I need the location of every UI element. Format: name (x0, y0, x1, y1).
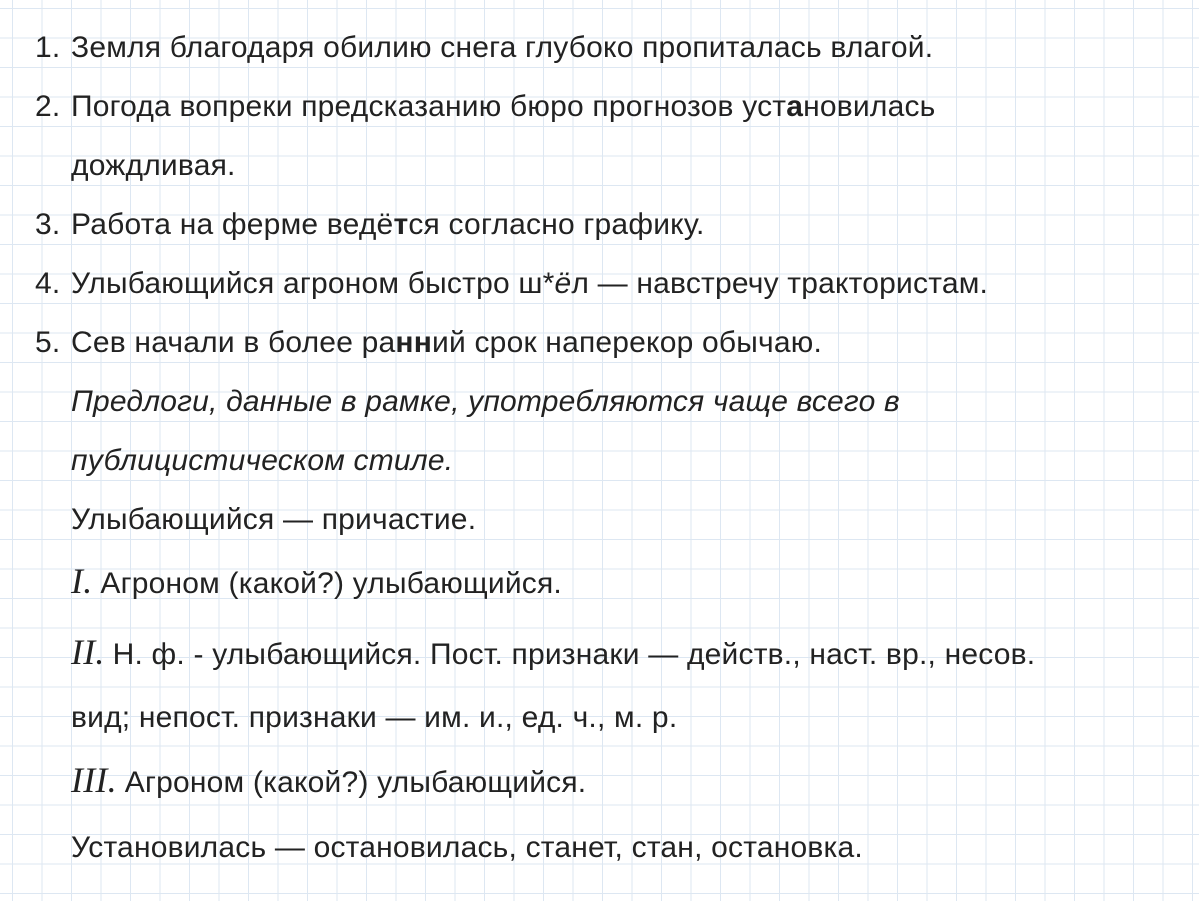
highlighted-letter: т (393, 208, 409, 241)
step-text: Агроном (какой?) улыбающийся. (124, 766, 587, 799)
word-family-text: Установилась — остановилась, станет, стан, остановка. (71, 831, 863, 864)
item-text: Земля благодаря обилию снега глубоко пропиталась влагой. (71, 31, 934, 64)
analysis-text (71, 563, 562, 602)
text-part: новилась (803, 90, 936, 123)
item-text (71, 89, 936, 125)
roman-numeral: III. (71, 760, 117, 800)
highlighted-letter: нн (395, 326, 433, 359)
text-part: ий срок наперекор обычаю. (432, 326, 823, 359)
participle-text: Улыбающийся — причастие. (71, 503, 477, 536)
item-text: дождливая. (71, 149, 236, 182)
text-part: Работа на ферме ведё (71, 208, 394, 241)
roman-numeral: II. (71, 632, 105, 672)
step-text: Н. ф. - улыбающийся. Пост. признаки — действ., наст. вр., несов. (112, 638, 1036, 671)
text-part: ся согласно графику. (408, 208, 705, 241)
item-number: 5. (35, 326, 61, 359)
note-text: Предлоги, данные в рамке, употребляются чаще всего в (71, 385, 900, 418)
note-text: публицистическом стиле. (71, 444, 454, 477)
item-number: 4. (35, 267, 61, 300)
text-part: л — навстречу трактористам. (571, 267, 989, 300)
text-part: Погода вопреки предсказанию бюро прогнозов уст (71, 90, 787, 123)
roman-numeral: I. (71, 561, 93, 601)
analysis-text (71, 762, 586, 801)
item-number: 2. (35, 90, 61, 123)
analysis-text (71, 634, 1035, 673)
item-text (71, 325, 822, 361)
step-text: вид; непост. признаки — им. и., ед. ч., м. р. (71, 701, 678, 734)
text-part: Сев начали в более ра (71, 326, 396, 359)
step-text: Агроном (какой?) улыбающийся. (100, 567, 562, 600)
item-text (71, 207, 705, 243)
item-text (71, 266, 988, 302)
highlighted-letter: ё (554, 267, 572, 300)
item-number: 1. (35, 31, 61, 64)
highlighted-letter: а (786, 90, 804, 123)
item-number: 3. (35, 208, 61, 241)
text-part: Улыбающийся агроном быстро ш* (71, 267, 555, 300)
